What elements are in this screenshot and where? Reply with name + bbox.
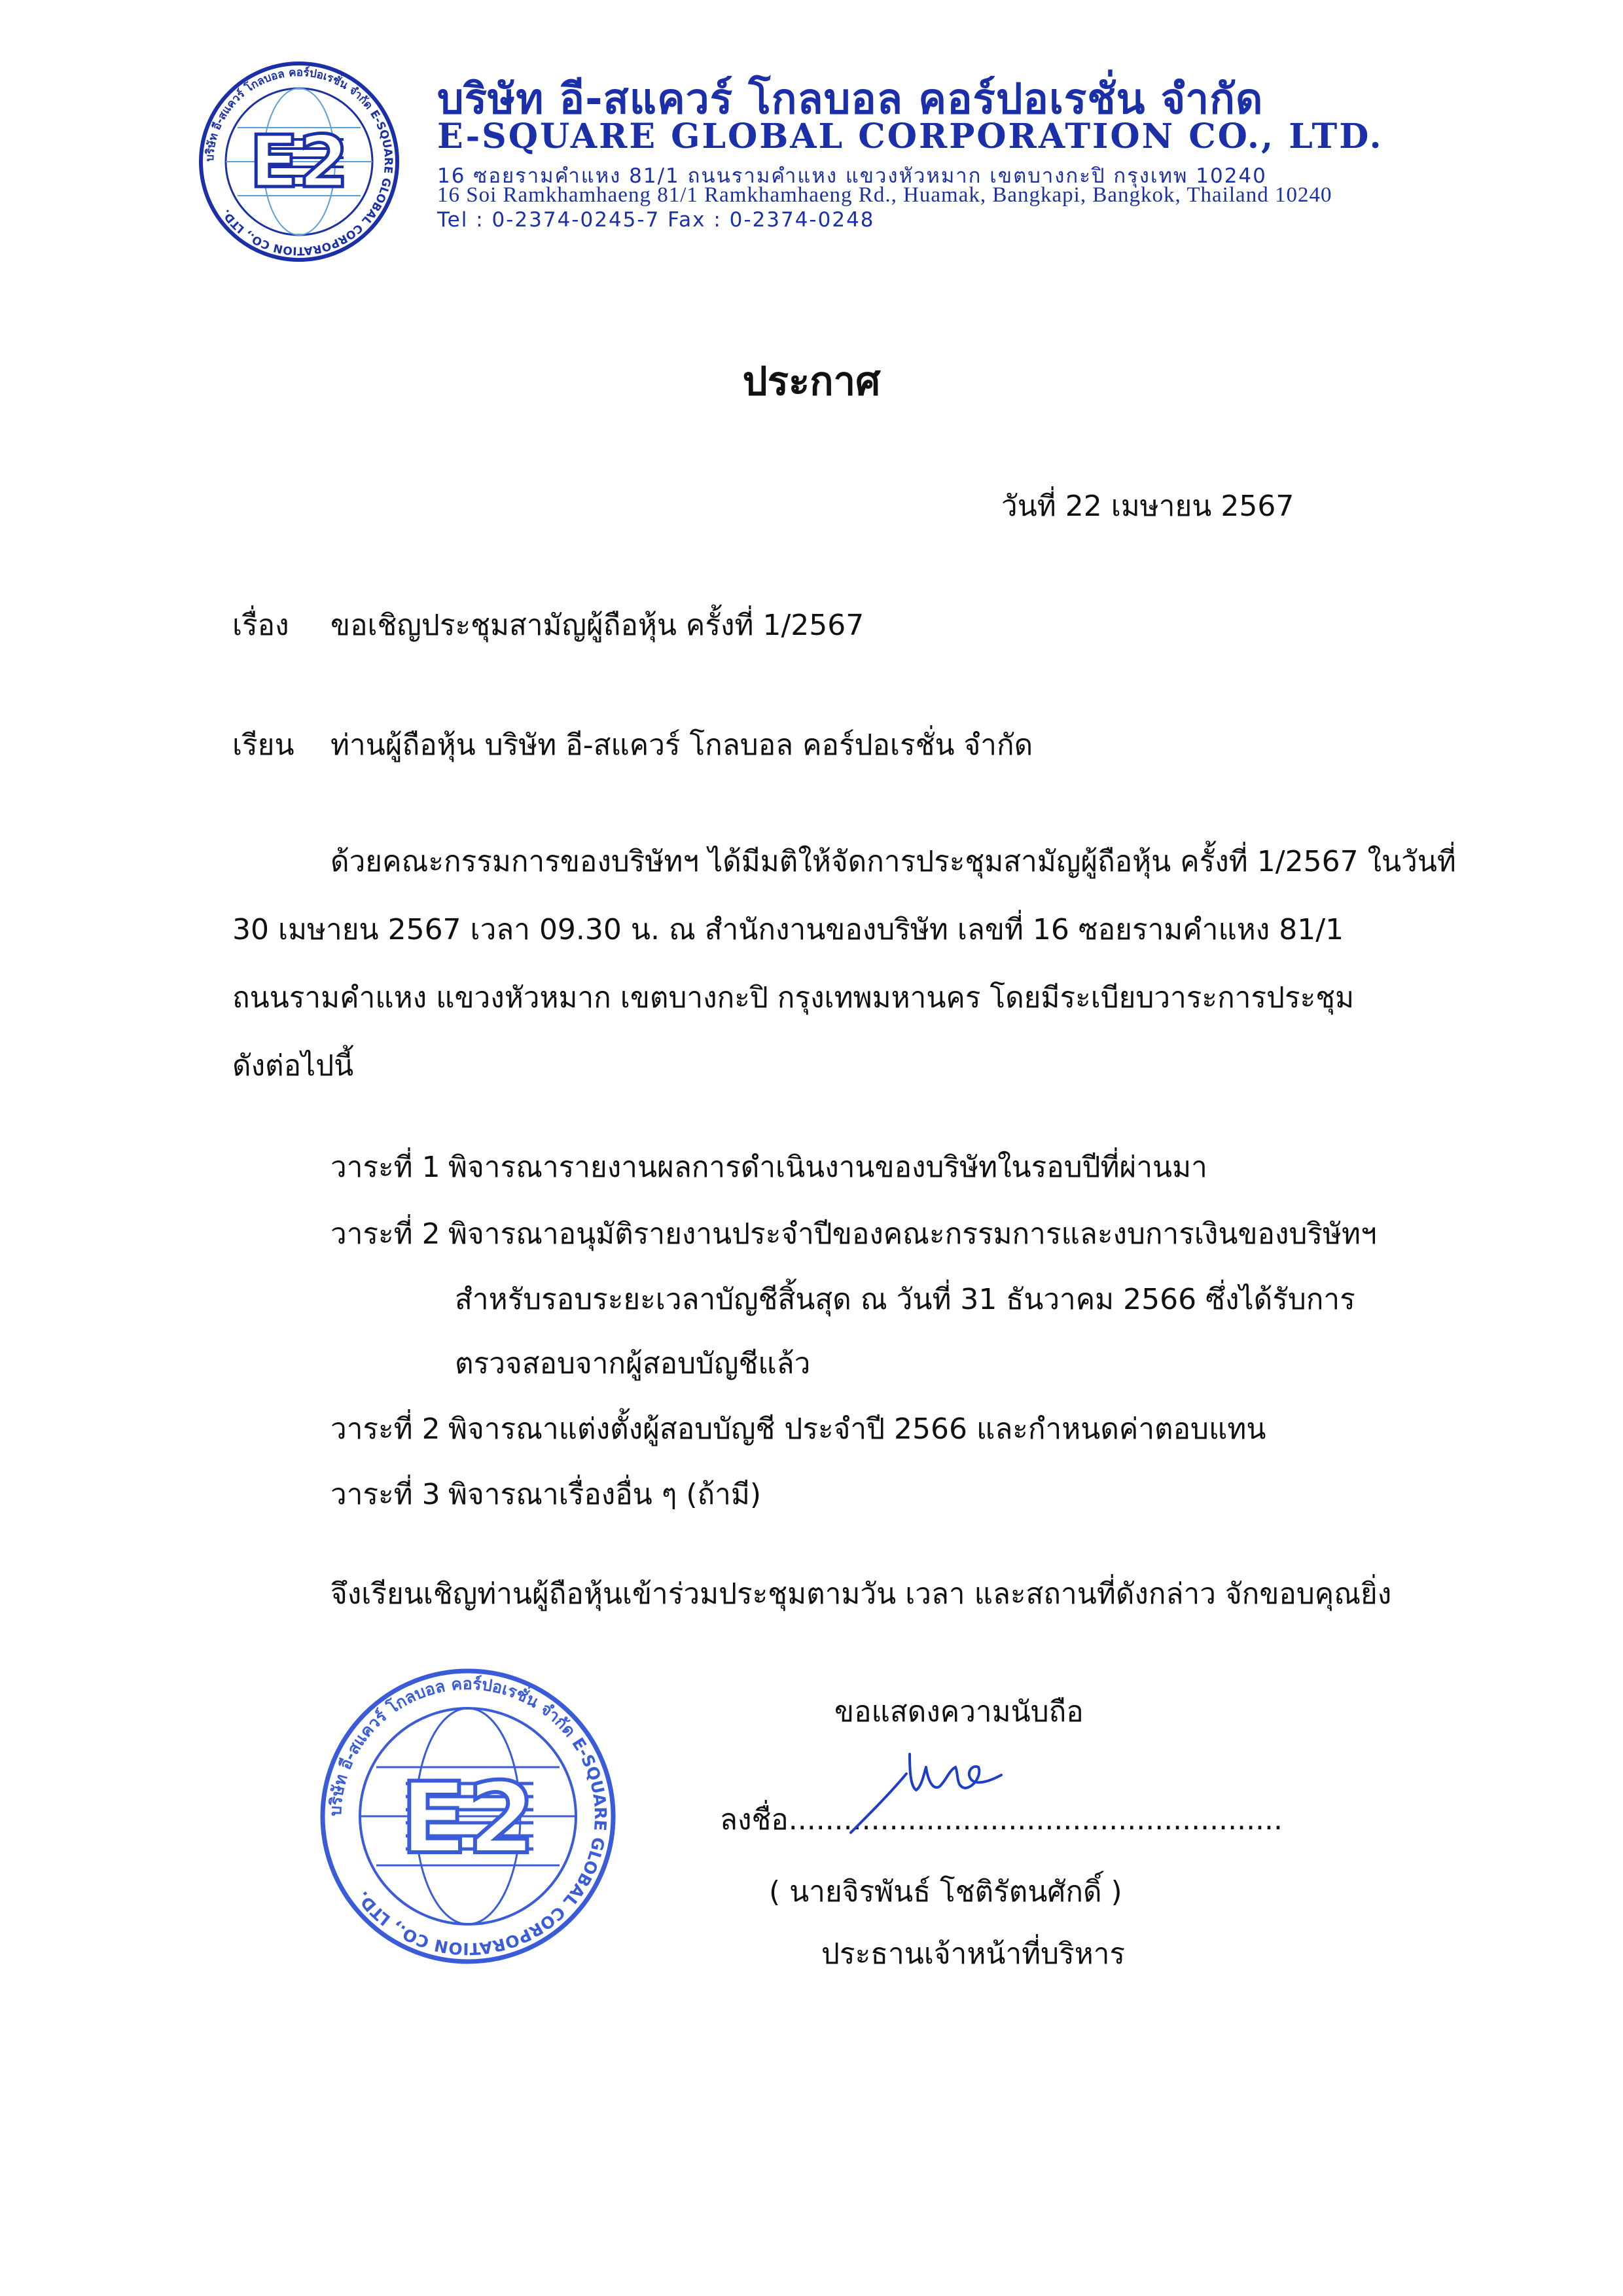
agenda-label: วาระที่ 3	[330, 1478, 440, 1511]
agenda-label: วาระที่ 2	[330, 1217, 440, 1251]
company-name-thai: บริษัท อี-สแควร์ โกลบอล คอร์ปอเรชั่น จำกัด	[437, 75, 1264, 124]
signer-title: ประธานเจ้าหน้าที่บริหาร	[821, 1937, 1126, 1971]
svg-text:E2: E2	[249, 120, 349, 204]
agenda-text: พิจารณาแต่งตั้งผู้สอบบัญชี ประจำปี 2566 และกำหนดค่าตอบแทน	[448, 1412, 1266, 1446]
address-english: 16 Soi Ramkhamhaeng 81/1 Ramkhamhaeng Rd., Huamak, Bangkapi, Bangkok, Thailand 10240	[437, 183, 1332, 207]
recipient-label: เรียน	[232, 728, 294, 762]
company-name-english: E-SQUARE GLOBAL CORPORATION CO., LTD.	[437, 117, 1383, 156]
agenda-item	[330, 1144, 1207, 1190]
company-seal-stamp	[314, 1662, 622, 1970]
document-title: ประกาศ	[742, 359, 881, 404]
subject-text: ขอเชิญประชุมสามัญผู้ถือหุ้น ครั้งที่ 1/2567	[330, 609, 865, 642]
agenda-text: พิจารณาอนุมัติรายงานประจำปีของคณะกรรมการและงบการเงินของบริษัทฯ	[448, 1217, 1377, 1251]
agenda-text-continuation: ตรวจสอบจากผู้สอบบัญชีแล้ว	[455, 1347, 811, 1380]
subject-label: เรื่อง	[232, 609, 289, 642]
contact-numbers: Tel : 0-2374-0245-7 Fax : 0-2374-0248	[437, 208, 875, 232]
recipient-text: ท่านผู้ถือหุ้น บริษัท อี-สแควร์ โกลบอล คอร์ปอเรชั่น จำกัด	[330, 728, 1033, 762]
paragraph-line: ด้วยคณะกรรมการของบริษัทฯ ได้มีมติให้จัดการประชุมสามัญผู้ถือหุ้น ครั้งที่ 1/2567 ในวันที่	[330, 845, 1456, 878]
svg-text:E2: E2	[400, 1762, 536, 1876]
signer-name: ( นายจิรพันธ์ โชติรัตนศักดิ์ )	[769, 1875, 1122, 1909]
agenda-item	[330, 1211, 1377, 1257]
signature-label: ลงชื่อ	[720, 1803, 789, 1837]
agenda-text: พิจารณาเรื่องอื่น ๆ (ถ้ามี)	[448, 1478, 762, 1511]
signature-dots: ......................................................	[788, 1803, 1283, 1837]
closing-sentence: จึงเรียนเชิญท่านผู้ถือหุ้นเข้าร่วมประชุมตามวัน เวลา และสถานที่ดังกล่าว จักขอบคุณยิ่ง	[330, 1577, 1392, 1611]
agenda-label: วาระที่ 1	[330, 1151, 440, 1184]
svg-text:บริษัท อี-สแควร์ โกลบอล คอร์ปอ: บริษัท อี-สแควร์ โกลบอล คอร์ปอเรชั่น จำกัด E-SQUARE GLOBAL CORPORATION CO., LTD.	[203, 65, 395, 258]
paragraph-line: ดังต่อไปนี้	[232, 1049, 354, 1083]
paragraph-line: ถนนรามคำแหง แขวงหัวหมาก เขตบางกะปิ กรุงเทพมหานคร โดยมีระเบียบวาระการประชุม	[232, 981, 1355, 1014]
svg-text:บริษัท อี-สแควร์ โกลบอล คอร์ปอ: บริษัท อี-สแควร์ โกลบอล คอร์ปอเรชั่น จำกัด E-SQUARE GLOBAL CORPORATION CO., LTD.	[325, 1674, 611, 1959]
paragraph-line: 30 เมษายน 2567 เวลา 09.30 น. ณ สำนักงานของบริษัท เลขที่ 16 ซอยรามคำแหง 81/1	[232, 913, 1344, 946]
agenda-label: วาระที่ 2	[330, 1412, 440, 1446]
intro-paragraph	[232, 828, 1456, 1100]
agenda-item	[330, 1471, 761, 1517]
regards-text: ขอแสดงความนับถือ	[834, 1695, 1084, 1729]
address-thai: 16 ซอยรามคำแหง 81/1 ถนนรามคำแหง แขวงหัวหมาก เขตบางกะปิ กรุงเทพ 10240	[437, 164, 1267, 188]
handwritten-signature	[844, 1734, 1014, 1839]
company-logo	[193, 56, 406, 268]
agenda-text: พิจารณารายงานผลการดำเนินงานของบริษัทในรอบปีที่ผ่านมา	[448, 1151, 1207, 1184]
agenda-text-continuation: สำหรับรอบระยะเวลาบัญชีสิ้นสุด ณ วันที่ 31 ธันวาคม 2566 ซึ่งได้รับการ	[455, 1283, 1355, 1316]
document-date: วันที่ 22 เมษายน 2567	[1001, 490, 1294, 523]
agenda-item	[330, 1406, 1266, 1452]
